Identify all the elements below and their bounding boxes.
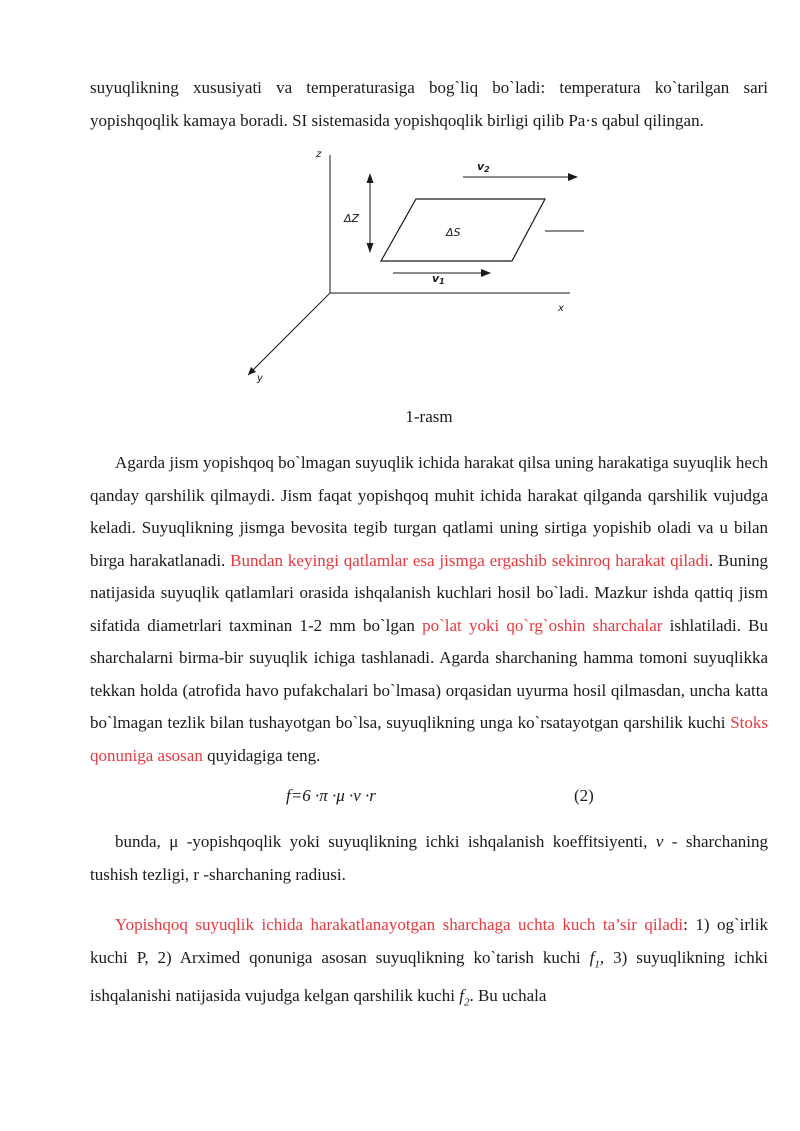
- axis-label-z: z: [316, 149, 322, 160]
- delta-z-down-arrow-icon: [367, 243, 374, 253]
- label-v2: v2: [477, 160, 490, 174]
- axis-label-x: x: [558, 303, 564, 314]
- flow-diagram: [90, 141, 768, 393]
- equation-expression: f=6 ·π ·μ ·v ·r: [286, 786, 376, 805]
- figure-1: [90, 141, 768, 393]
- figure-caption: 1-rasm: [405, 407, 453, 426]
- document-page: [90, 72, 768, 1019]
- delta-z-up-arrow-icon: [367, 173, 374, 183]
- highlight-text: Bundan keyingi qatlamlar esa jismga ergashib sekinroq harakat qiladi: [230, 550, 709, 570]
- plate-surface: [381, 199, 545, 261]
- label-delta-z: ΔZ: [344, 212, 360, 225]
- equation-2: [90, 776, 768, 826]
- y-axis: [248, 293, 330, 375]
- label-delta-s: ΔS: [446, 226, 461, 239]
- label-v1: v1: [432, 272, 445, 286]
- paragraph-stokes-intro: Agarda jism yopishqoq bo`lmagan suyuqlik ichida harakat qilsa uning harakatiga suyuqlik hech qanday qarshilik qilmaydi. Jism faqat yopishqoq muhit ichida harakat qilganda qarshilik vujudga keladi. Suyuqlikning jismga bevosita tegib turgan qatlami uning sirtiga yopishib oladi va u bilan birga harakatlanadi. Bundan keyingi qatlamlar esa jismga ergashib sekinroq harakat qiladi. Buning natijasida suyuqlik qatlamlari orasida ishqalanish kuchlari hosil bo`ladi. Mazkur ishda qattiq jism sifatida diametrlari taxminan 1-2 mm bo`lgan po`lat yoki qo`rg`oshin sharchalar ishlatiladi. Bu sharchalarni birma-bir suyuqlik ichiga tashlanadi. Agarda sharchaning hamma tomoni suyuqlikka tekkan holda (atrofida havo pufakchalari bo`lmasa) orqasidan uyurma hosil qilmasdan, uncha katta bo`lmagan tezlik bilan tushayotgan bo`lsa, suyuqlikning unga ko`rsatayotgan qarshilik kuchi Stoks qonuniga asosan quyidagiga teng.: [90, 453, 769, 765]
- highlight-text: Stoks qonuniga asosan: [90, 713, 768, 765]
- equation-number: (2): [574, 786, 594, 805]
- paragraph-definitions: bunda, μ -yopishqoqlik yoki suyuqlikning ichki ishqalanish koeffitsiyenti, v - sharchaning tushish tezligi, r -sharchaning radiusi.: [90, 832, 768, 884]
- axis-label-y: y: [257, 373, 263, 384]
- highlight-text: po`lat yoki qo`rg`oshin sharchalar: [422, 615, 663, 635]
- paragraph-intro: suyuqlikning xususiyati va temperaturasiga bog`liq bo`ladi: temperatura ko`tarilgan sari yopishqoqlik kamaya boradi. SI sistemasida yopishqoqlik birligi qilib Pa·s qabul qilingan.: [90, 78, 768, 130]
- paragraph-forces: Yopishqoq suyuqlik ichida harakatlanayotgan sharchaga uchta kuch ta’sir qiladi: 1) og`irlik kuchi P, 2) Arximed qonuniga asosan suyuqlikning ko`tarish kuchi $f_1$, 3) suyuqlikning ichki ishqalanishi natijasida vujudga kelgan qarshilik kuchi $f_2$. Bu uchala: [90, 915, 768, 1009]
- highlight-text: Yopishqoq suyuqlik ichida harakatlanayotgan sharchaga uchta kuch ta’sir qiladi: [115, 915, 684, 934]
